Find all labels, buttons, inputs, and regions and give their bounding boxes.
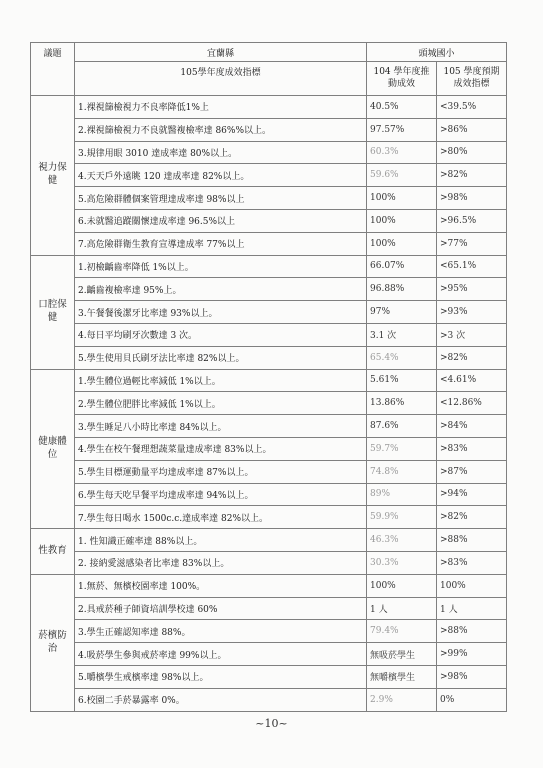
topic-cell: 視力保健 xyxy=(31,96,75,256)
target-results-header: 105 學度預期成效指標 xyxy=(437,62,507,96)
current-result-cell: 65.4% xyxy=(367,346,437,369)
current-result-cell: 無嚼檳學生 xyxy=(367,665,437,688)
target-cell: >80% xyxy=(437,141,507,164)
indicator-cell: 4.學生在校午餐理想蔬菜量達成率達 83%以上。 xyxy=(75,437,367,460)
table-row xyxy=(31,369,507,392)
target-cell: 1 人 xyxy=(437,597,507,620)
table-row xyxy=(31,551,507,574)
table-row xyxy=(31,232,507,255)
table-row xyxy=(31,118,507,141)
table-row xyxy=(31,255,507,278)
target-cell: >99% xyxy=(437,643,507,666)
table-row xyxy=(31,688,507,711)
target-cell: 100% xyxy=(437,574,507,597)
school-header: 頭城國小 xyxy=(367,43,507,62)
table-row xyxy=(31,278,507,301)
indicator-cell: 5.高危險群體個案管理達成率達 98%以上 xyxy=(75,187,367,210)
header-row-1 xyxy=(31,43,507,62)
table-row xyxy=(31,164,507,187)
target-cell: >98% xyxy=(437,665,507,688)
current-result-cell: 100% xyxy=(367,187,437,210)
indicator-cell: 2.齲齒複檢率達 95%上。 xyxy=(75,278,367,301)
topic-cell: 口腔保健 xyxy=(31,255,75,369)
indicator-cell: 4.每日平均刷牙次數達 3 次。 xyxy=(75,323,367,346)
table-row xyxy=(31,437,507,460)
current-result-cell: 30.3% xyxy=(367,551,437,574)
target-cell: >84% xyxy=(437,415,507,438)
indicator-cell: 1. 性知識正確率達 88%以上。 xyxy=(75,529,367,552)
indicator-cell: 6.校園二手菸暴露率 0%。 xyxy=(75,688,367,711)
target-cell: >88% xyxy=(437,529,507,552)
target-cell: >94% xyxy=(437,483,507,506)
table-row xyxy=(31,187,507,210)
indicator-cell: 7.高危險群衛生教育宣導達成率 77%以上 xyxy=(75,232,367,255)
health-indicator-table xyxy=(30,42,507,712)
table-row xyxy=(31,620,507,643)
target-cell: 0% xyxy=(437,688,507,711)
target-cell: >88% xyxy=(437,620,507,643)
indicator-cell: 1.學生體位過輕比率減低 1%以上。 xyxy=(75,369,367,392)
target-cell: >96.5% xyxy=(437,209,507,232)
target-cell: >82% xyxy=(437,164,507,187)
target-cell: >3 次 xyxy=(437,323,507,346)
topic-header: 議題 xyxy=(31,43,75,96)
indicator-cell: 5.學生目標運動量平均達成率達 87%以上。 xyxy=(75,460,367,483)
target-cell: >86% xyxy=(437,118,507,141)
current-result-cell: 87.6% xyxy=(367,415,437,438)
current-result-cell: 1 人 xyxy=(367,597,437,620)
indicator-cell: 1.初檢齲齒率降低 1%以上。 xyxy=(75,255,367,278)
target-cell: <39.5% xyxy=(437,96,507,119)
indicator-cell: 2.具戒菸種子師資培訓學校達 60% xyxy=(75,597,367,620)
current-result-cell: 2.9% xyxy=(367,688,437,711)
current-result-cell: 46.3% xyxy=(367,529,437,552)
indicator-cell: 1.裸視篩檢視力不良率降低1%上 xyxy=(75,96,367,119)
table-row xyxy=(31,415,507,438)
indicator-cell: 4.天天戶外遠眺 120 達成率達 82%以上。 xyxy=(75,164,367,187)
current-result-cell: 96.88% xyxy=(367,278,437,301)
indicator-cell: 6.學生每天吃早餐平均達成率達 94%以上。 xyxy=(75,483,367,506)
table-row xyxy=(31,392,507,415)
indicator-cell: 4.吸菸學生參與戒菸率達 99%以上。 xyxy=(75,643,367,666)
indicator-cell: 2.學生體位肥胖比率減低 1%以上。 xyxy=(75,392,367,415)
table-row xyxy=(31,574,507,597)
target-cell: >87% xyxy=(437,460,507,483)
indicator-cell: 3.學生睡足八小時比率達 84%以上。 xyxy=(75,415,367,438)
indicators-header: 105學年度成效指標 xyxy=(75,62,367,96)
table-row xyxy=(31,597,507,620)
target-cell: >95% xyxy=(437,278,507,301)
table-row xyxy=(31,460,507,483)
indicator-cell: 2. 接納愛滋感染者比率達 83%以上。 xyxy=(75,551,367,574)
current-result-cell: 5.61% xyxy=(367,369,437,392)
current-result-cell: 100% xyxy=(367,232,437,255)
current-result-cell: 59.9% xyxy=(367,506,437,529)
table-row xyxy=(31,483,507,506)
target-cell: >83% xyxy=(437,551,507,574)
target-cell: >98% xyxy=(437,187,507,210)
target-cell: <12.86% xyxy=(437,392,507,415)
indicator-cell: 7.學生每日喝水 1500c.c.達成率達 82%以上。 xyxy=(75,506,367,529)
table-row xyxy=(31,529,507,552)
indicator-cell: 3.規律用眼 3010 達成率達 80%以上。 xyxy=(75,141,367,164)
current-result-cell: 97.57% xyxy=(367,118,437,141)
current-results-header: 104 學年度推動成效 xyxy=(367,62,437,96)
current-result-cell: 59.7% xyxy=(367,437,437,460)
table-row xyxy=(31,96,507,119)
target-cell: <65.1% xyxy=(437,255,507,278)
target-cell: >83% xyxy=(437,437,507,460)
topic-cell: 菸檳防治 xyxy=(31,574,75,711)
current-result-cell: 100% xyxy=(367,209,437,232)
table-row xyxy=(31,643,507,666)
indicator-cell: 5.學生使用貝氏刷牙法比率達 82%以上。 xyxy=(75,346,367,369)
indicator-cell: 3.午餐餐後潔牙比率達 93%以上。 xyxy=(75,301,367,324)
current-result-cell: 59.6% xyxy=(367,164,437,187)
target-cell: <4.61% xyxy=(437,369,507,392)
header-row-2 xyxy=(31,62,507,96)
target-cell: >93% xyxy=(437,301,507,324)
table-row xyxy=(31,506,507,529)
indicator-cell: 2.裸視篩檢視力不良就醫複檢率達 86%%以上。 xyxy=(75,118,367,141)
table-row xyxy=(31,665,507,688)
table-row xyxy=(31,141,507,164)
county-header: 宜蘭縣 xyxy=(75,43,367,62)
current-result-cell: 66.07% xyxy=(367,255,437,278)
indicator-cell: 6.未就醫追蹤關懷達成率達 96.5%以上 xyxy=(75,209,367,232)
page-number: ~10~ xyxy=(255,717,288,730)
current-result-cell: 13.86% xyxy=(367,392,437,415)
indicator-cell: 3.學生正確認知率達 88%。 xyxy=(75,620,367,643)
table-row xyxy=(31,346,507,369)
current-result-cell: 79.4% xyxy=(367,620,437,643)
current-result-cell: 無吸菸學生 xyxy=(367,643,437,666)
topic-cell: 性教育 xyxy=(31,529,75,575)
current-result-cell: 74.8% xyxy=(367,460,437,483)
current-result-cell: 60.3% xyxy=(367,141,437,164)
topic-cell: 健康體位 xyxy=(31,369,75,529)
target-cell: >82% xyxy=(437,506,507,529)
current-result-cell: 100% xyxy=(367,574,437,597)
current-result-cell: 40.5% xyxy=(367,96,437,119)
table-row xyxy=(31,209,507,232)
current-result-cell: 3.1 次 xyxy=(367,323,437,346)
indicator-cell: 1.無菸、無檳校園率達 100%。 xyxy=(75,574,367,597)
target-cell: >77% xyxy=(437,232,507,255)
target-cell: >82% xyxy=(437,346,507,369)
indicator-cell: 5.嚼檳學生戒檳率達 98%以上。 xyxy=(75,665,367,688)
table-row xyxy=(31,323,507,346)
current-result-cell: 89% xyxy=(367,483,437,506)
table-row xyxy=(31,301,507,324)
current-result-cell: 97% xyxy=(367,301,437,324)
